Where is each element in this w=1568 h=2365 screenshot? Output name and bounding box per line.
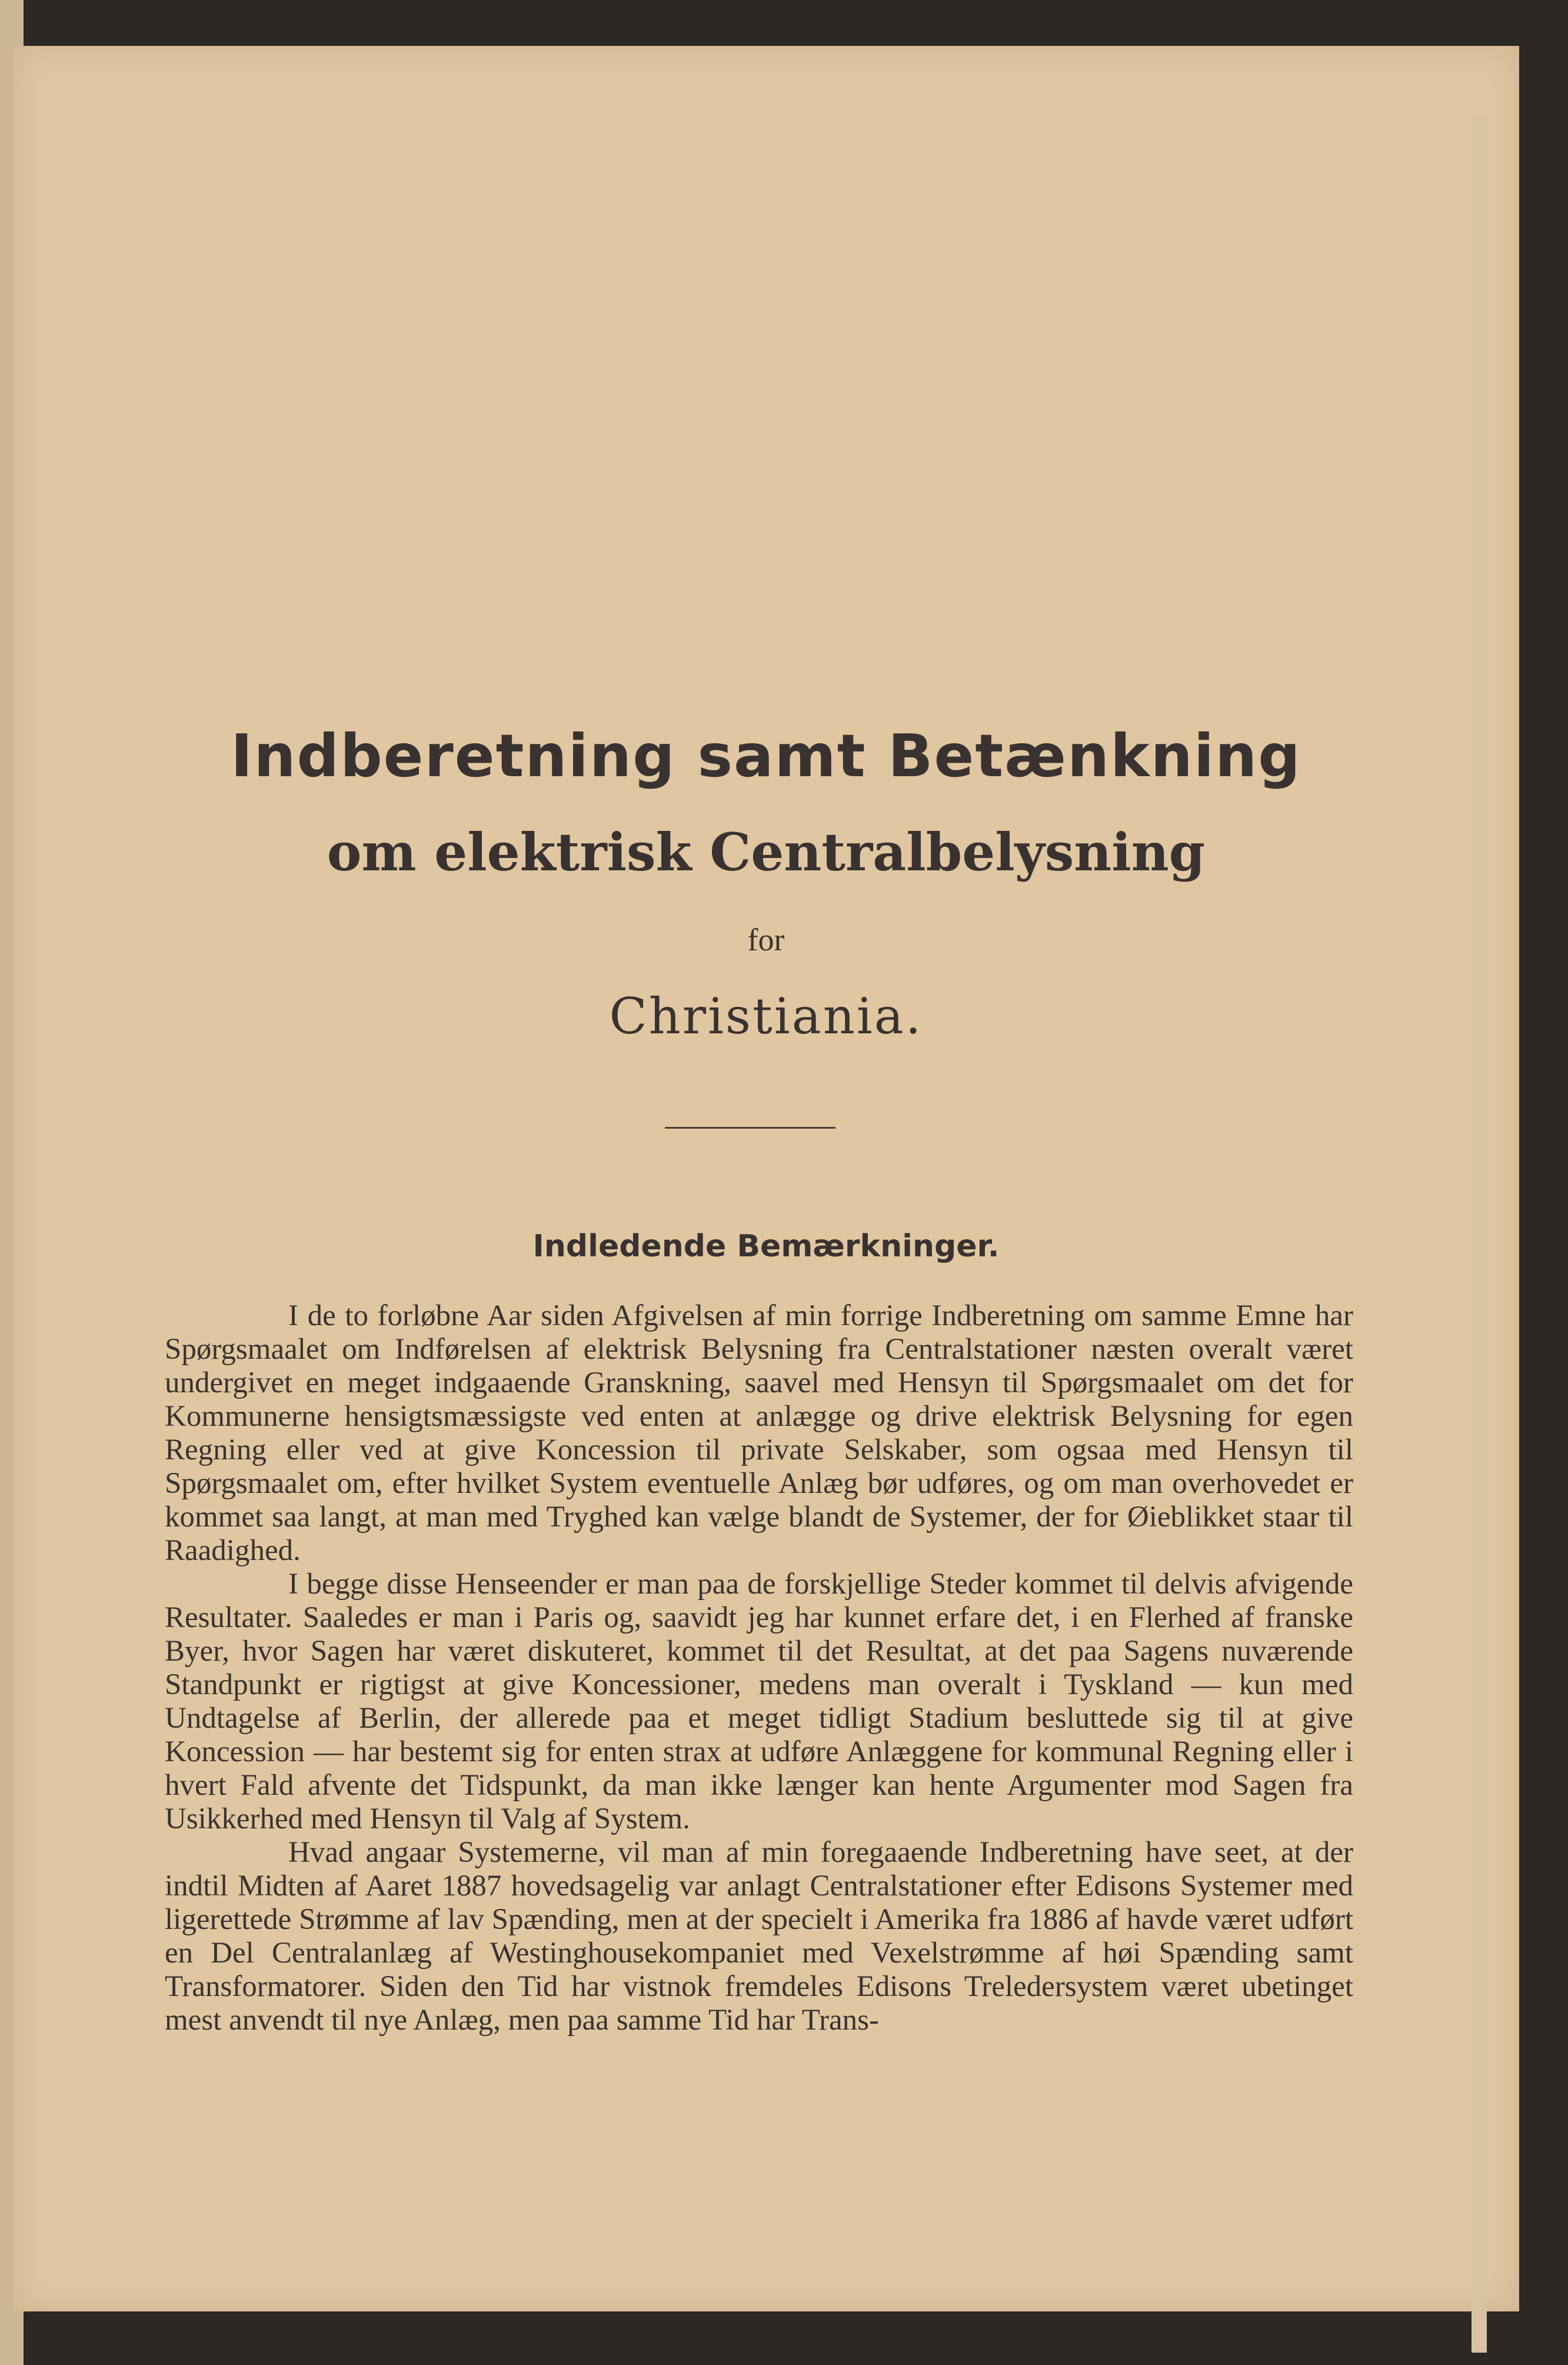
document-title: Indberetning samt Betænkning [231, 721, 1301, 790]
section-heading: Indledende Bemærkninger. [532, 1229, 1000, 1264]
paper-page [13, 46, 1519, 2311]
title-for: for [747, 922, 785, 957]
document-subtitle: om elektrisk Centralbelysning [327, 821, 1206, 883]
divider-rule [665, 1127, 835, 1129]
paragraph: I begge disse Henseender er man paa de forskjellige Steder kommet til delvis afvigende Resultater. Saaledes er man i Paris og, saavidt jeg har kunnet erfare det, i en Flerhed af franske Byer, hvor Sagen har været diskuteret, kommet til det Resultat, at det paa Sagens nuværende Standpunkt er rigtigst at give Koncessioner, medens man overalt i Tyskland — kun med Undtagelse af Berlin, der allerede paa et meget tidligt Stadium besluttede sig til at give Koncession — har bestemt sig for enten strax at udføre Anlæggene for kommunal Regning eller i hvert Fald afvente det Tidspunkt, da man ikke længer kan hente Argumenter mod Sagen fra Usikkerhed med Hensyn til Valg af System. [165, 1568, 1353, 1835]
paragraph: I de to forløbne Aar siden Afgivelsen af min forrige Indberetning om samme Emne har Spørgsmaalet om Indførelsen af elektrisk Belysning fra Centralstationer næsten overalt været undergivet en meget indgaaende Granskning, saavel med Hensyn til Spørgsmaalet om det for Kommunerne hensigtsmæssigste ved enten at anlægge og drive elektrisk Belysning for egen Regning eller ved at give Koncession til private Selskaber, som ogsaa med Hensyn til Spørgsmaalet om, efter hvilket System eventuelle Anlæg bør udføres, og om man overhovedet er kommet saa langt, at man med Tryghed kan vælge blandt de Systemer, der for Øieblikket staar til Raadighed. [165, 1299, 1353, 1567]
title-city: Christiania. [609, 987, 923, 1045]
paragraph: Hvad angaar Systemerne, vil man af min foregaaende Indberetning have seet, at der indtil Midten af Aaret 1887 hovedsagelig var anlagt Centralstationer efter Edisons Systemer med ligerettede Strømme af lav Spænding, men at der specielt i Amerika fra 1886 af havde været udført en Del Centralanlæg af Westinghousekompaniet med Vexelstrømme af høi Spænding samt Transformatorer. Siden den Tid har vistnok fremdeles Edisons Treledersystem været ubetinget mest anvendt til nye Anlæg, men paa samme Tid har Trans- [165, 1836, 1353, 2037]
body-text [165, 1299, 1353, 2037]
